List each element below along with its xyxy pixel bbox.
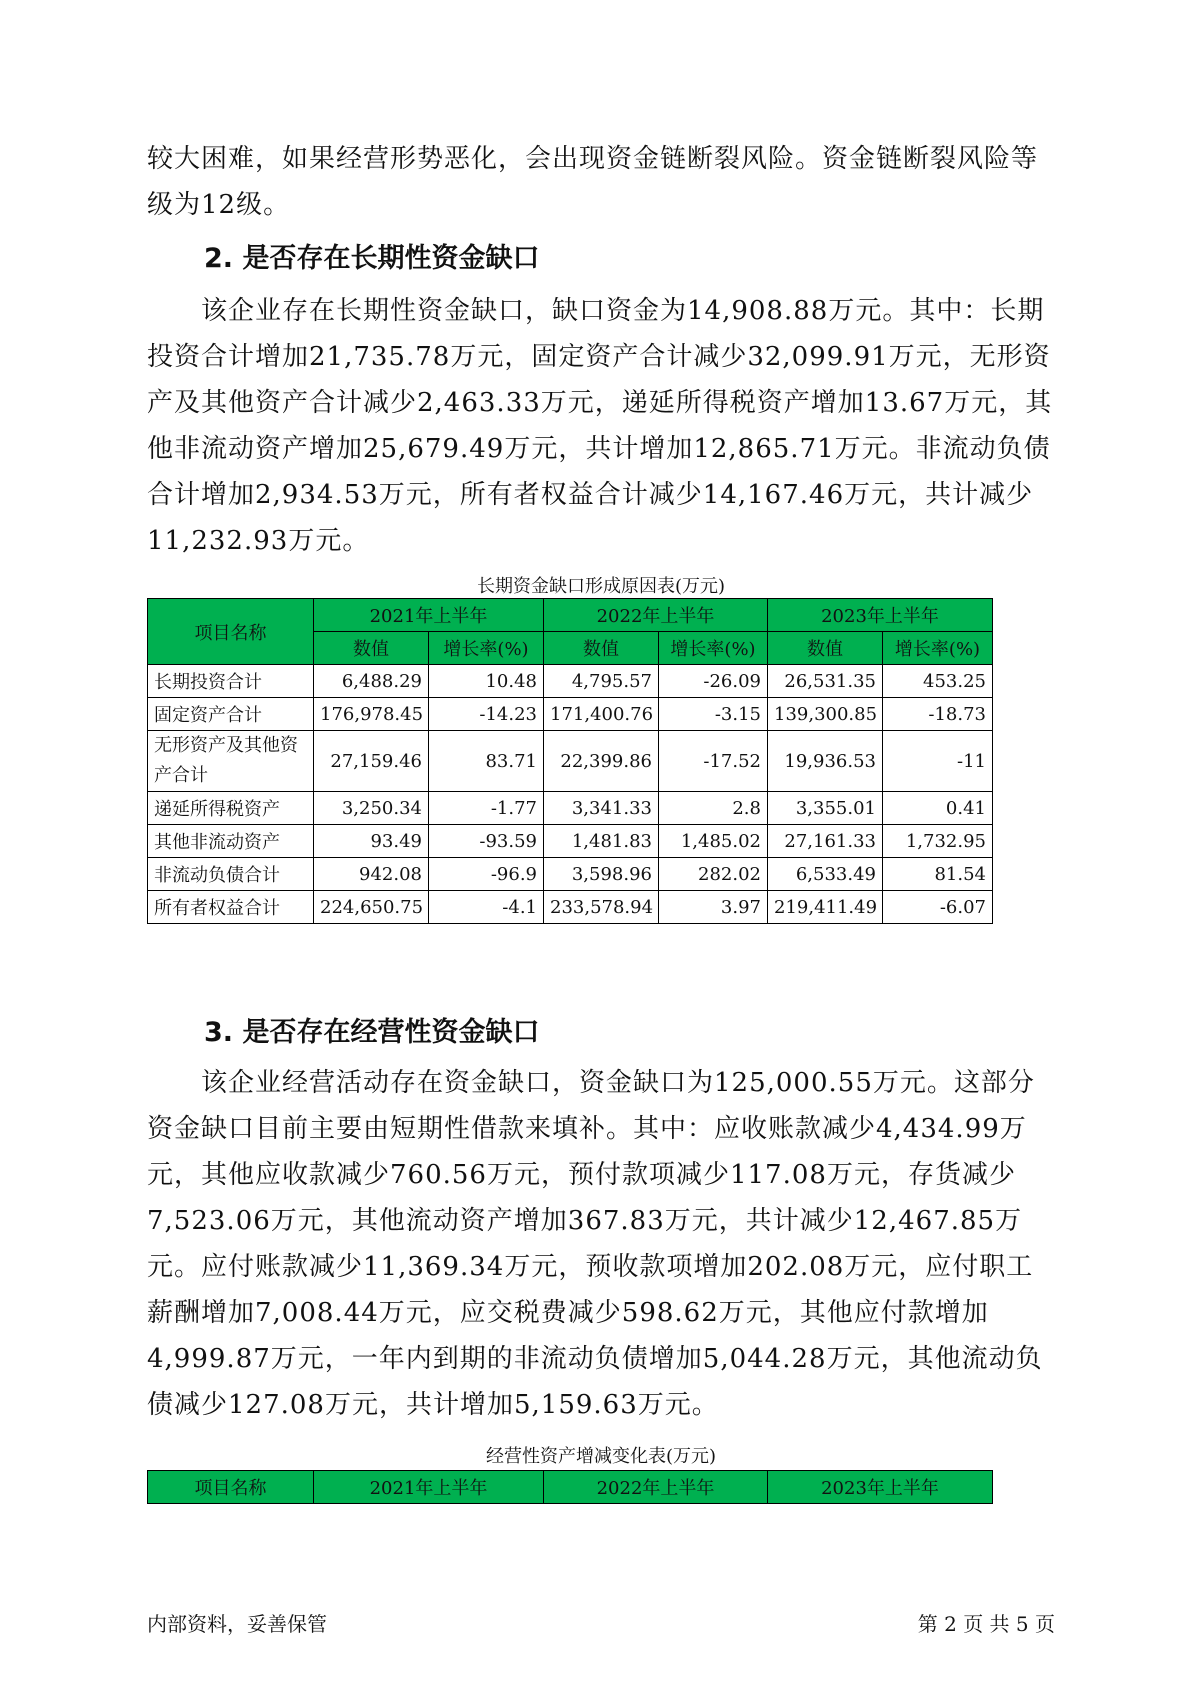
row-label: 无形资产及其他资产合计: [148, 731, 314, 792]
cell-growth: 0.41: [883, 792, 993, 825]
table-row: [148, 665, 993, 698]
cell-growth: 81.54: [883, 858, 993, 891]
cell-growth: 83.71: [429, 731, 544, 792]
section-3-paragraph: 该企业经营活动存在资金缺口，资金缺口为125,000.55万元。这部分资金缺口目前主要由短期性借款来填补。其中：应收账款减少4,434.99万元，其他应收款减少760.56万元，预付款项减少117.08万元，存货减少7,523.06万元，其他流动资产增加367.83万元，共计减少12,467.85万元。应付账款减少11,369.34万元，预收款项增加202.08万元，应付职工薪酬增加7,008.44万元，应交税费减少598.62万元，其他应付款增加4,999.87万元，一年内到期的非流动负债增加5,044.28万元，其他流动负债减少127.08万元，共计增加5,159.63万元。: [147, 1068, 1043, 1420]
header-value: 数值: [544, 632, 659, 665]
cell-growth: 282.02: [659, 858, 768, 891]
long-term-gap-table: [147, 598, 993, 924]
cell-growth: 1,485.02: [659, 825, 768, 858]
cell-value: 6,533.49: [768, 858, 883, 891]
cell-value: 27,161.33: [768, 825, 883, 858]
header-period-2021: 2021年上半年: [314, 1471, 544, 1504]
cell-growth: 1,732.95: [883, 825, 993, 858]
row-label: 所有者权益合计: [148, 891, 314, 924]
cell-value: 93.49: [314, 825, 429, 858]
cell-value: 3,341.33: [544, 792, 659, 825]
cell-growth: 2.8: [659, 792, 768, 825]
cell-value: 139,300.85: [768, 698, 883, 731]
header-value: 数值: [314, 632, 429, 665]
cell-value: 1,481.83: [544, 825, 659, 858]
cell-value: 3,250.34: [314, 792, 429, 825]
row-label: 长期投资合计: [148, 665, 314, 698]
cell-growth: -6.07: [883, 891, 993, 924]
cell-growth: -96.9: [429, 858, 544, 891]
header-period-2023: 2023年上半年: [768, 1471, 993, 1504]
cell-growth: 453.25: [883, 665, 993, 698]
cell-value: 6,488.29: [314, 665, 429, 698]
cell-value: 233,578.94: [544, 891, 659, 924]
cell-growth: -17.52: [659, 731, 768, 792]
section-2-paragraph: 该企业存在长期性资金缺口，缺口资金为14,908.88万元。其中：长期投资合计增加21,735.78万元，固定资产合计减少32,099.91万元，无形资产及其他资产合计减少2,463.33万元，递延所得税资产增加13.67万元，其他非流动资产增加25,679.49万元，共计增加12,865.71万元。非流动负债合计增加2,934.53万元，所有者权益合计减少14,167.46万元，共计减少11,232.93万元。: [147, 296, 1053, 556]
header-period-2023: 2023年上半年: [768, 599, 993, 632]
cell-growth: -93.59: [429, 825, 544, 858]
header-period-2021: 2021年上半年: [314, 599, 544, 632]
header-period-2022: 2022年上半年: [544, 1471, 768, 1504]
header-growth: 增长率(%): [659, 632, 768, 665]
cell-value: 171,400.76: [544, 698, 659, 731]
header-item-name: 项目名称: [148, 599, 314, 665]
table-row: [148, 792, 993, 825]
header-growth: 增长率(%): [429, 632, 544, 665]
header-period-2022: 2022年上半年: [544, 599, 768, 632]
cell-value: 27,159.46: [314, 731, 429, 792]
long-term-table-title: 长期资金缺口形成原因表(万元): [476, 576, 726, 597]
table-row: [148, 698, 993, 731]
cell-growth: -3.15: [659, 698, 768, 731]
operating-table-title: 经营性资产增减变化表(万元): [485, 1446, 717, 1467]
footer-page-number: 第 2 页 共 5 页: [917, 1612, 1055, 1636]
cell-value: 26,531.35: [768, 665, 883, 698]
cell-value: 19,936.53: [768, 731, 883, 792]
cell-growth: -14.23: [429, 698, 544, 731]
cell-value: 219,411.49: [768, 891, 883, 924]
cell-value: 176,978.45: [314, 698, 429, 731]
row-label: 固定资产合计: [148, 698, 314, 731]
intro-paragraph: 较大困难，如果经营形势恶化，会出现资金链断裂风险。资金链断裂风险等级为12级。: [147, 144, 1039, 220]
table-row: [148, 731, 993, 792]
operating-asset-table: [147, 1470, 993, 1504]
header-growth: 增长率(%): [883, 632, 993, 665]
section-2-heading: 2. 是否存在长期性资金缺口: [204, 243, 540, 274]
table-row: [148, 825, 993, 858]
section-3-heading: 3. 是否存在经营性资金缺口: [204, 1017, 540, 1048]
table-row: [148, 891, 993, 924]
cell-growth: 10.48: [429, 665, 544, 698]
cell-growth: -11: [883, 731, 993, 792]
row-label: 非流动负债合计: [148, 858, 314, 891]
cell-value: 4,795.57: [544, 665, 659, 698]
cell-growth: -18.73: [883, 698, 993, 731]
cell-value: 224,650.75: [314, 891, 429, 924]
row-label: 其他非流动资产: [148, 825, 314, 858]
header-value: 数值: [768, 632, 883, 665]
cell-value: 942.08: [314, 858, 429, 891]
header-item-name: 项目名称: [148, 1471, 314, 1504]
cell-growth: -4.1: [429, 891, 544, 924]
cell-growth: -1.77: [429, 792, 544, 825]
row-label: 递延所得税资产: [148, 792, 314, 825]
footer-confidential: 内部资料，妥善保管: [147, 1612, 327, 1636]
cell-value: 22,399.86: [544, 731, 659, 792]
cell-growth: -26.09: [659, 665, 768, 698]
cell-value: 3,355.01: [768, 792, 883, 825]
cell-value: 3,598.96: [544, 858, 659, 891]
cell-growth: 3.97: [659, 891, 768, 924]
table-row: [148, 858, 993, 891]
